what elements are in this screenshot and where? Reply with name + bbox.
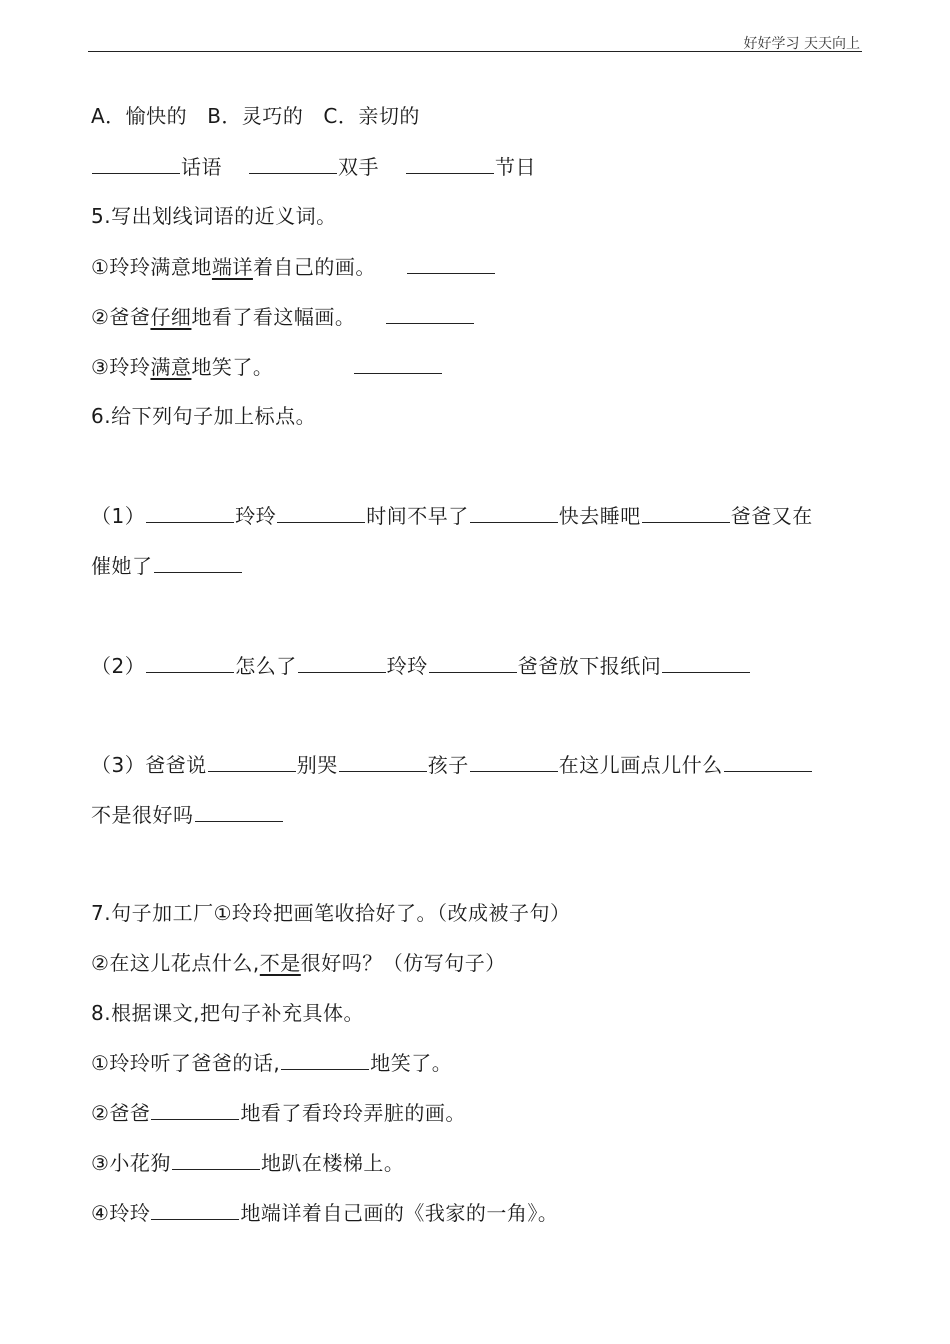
underlined-word: 端详 — [211, 255, 253, 279]
answer-blank[interactable] — [281, 1049, 369, 1070]
underlined-word: 满意 — [150, 355, 192, 379]
option-c: C．亲切的 — [323, 104, 420, 128]
answer-blank[interactable] — [195, 801, 283, 822]
answer-blank[interactable] — [92, 153, 180, 174]
q8-item: ②爸爸 地看了看玲玲弄脏的画。 — [91, 1101, 466, 1125]
answer-blank[interactable] — [298, 652, 386, 673]
answer-blank[interactable] — [339, 751, 427, 772]
q5-title: 5.写出划线词语的近义词。 — [91, 204, 337, 228]
answer-blank[interactable] — [146, 652, 234, 673]
q4-fill-line — [91, 153, 536, 180]
q6-sentence-3-cont: 不是很好吗 — [91, 801, 284, 828]
q4-options — [91, 103, 420, 129]
answer-blank[interactable] — [407, 253, 495, 274]
fill-word: 话语 — [181, 155, 222, 179]
q7-line-1: 7.句子加工厂①玲玲把画笔收拾好了。（改成被子句） — [91, 901, 571, 925]
answer-blank[interactable] — [470, 751, 558, 772]
q5-item: ②爸爸仔细地看了看这幅画。 — [91, 303, 475, 330]
answer-blank[interactable] — [249, 153, 337, 174]
option-b: B．灵巧的 — [207, 104, 304, 128]
q6-sentence-1: （1） 玲玲 时间不早了 快去睡吧 爸爸又在 — [91, 504, 813, 528]
underlined-word: 仔细 — [150, 305, 192, 329]
q8-item: ①玲玲听了爸爸的话, 地笑了。 — [91, 1051, 453, 1075]
answer-blank[interactable] — [470, 502, 558, 523]
answer-blank[interactable] — [386, 303, 474, 324]
header-divider — [88, 51, 862, 52]
option-a: A．愉快的 — [91, 104, 188, 128]
q8-item: ③小花狗 地趴在楼梯上。 — [91, 1151, 405, 1175]
answer-blank[interactable] — [354, 353, 442, 374]
fill-word: 节日 — [495, 155, 536, 179]
answer-blank[interactable] — [154, 552, 242, 573]
q5-item: ③玲玲满意地笑了。 — [91, 353, 443, 380]
q8-item: ④玲玲 地端详着自己画的《我家的一角》。 — [91, 1201, 559, 1225]
answer-blank[interactable] — [406, 153, 494, 174]
answer-blank[interactable] — [151, 1099, 239, 1120]
page-header: 好好学习 天天向上 — [743, 36, 860, 52]
q5-item: ①玲玲满意地端详着自己的画。 — [91, 253, 496, 280]
q6-title: 6.给下列句子加上标点。 — [91, 404, 317, 428]
answer-blank[interactable] — [429, 652, 517, 673]
answer-blank[interactable] — [146, 502, 234, 523]
q6-sentence-1-cont: 催她了 — [91, 552, 243, 579]
underlined-word: 不是 — [259, 951, 301, 975]
fill-word: 双手 — [338, 155, 379, 179]
q6-sentence-3: （3）爸爸说 别哭 孩子 在这儿画点儿什么 — [91, 751, 813, 778]
answer-blank[interactable] — [208, 751, 296, 772]
answer-blank[interactable] — [277, 502, 365, 523]
q8-title: 8.根据课文,把句子补充具体。 — [91, 1001, 364, 1025]
answer-blank[interactable] — [662, 652, 750, 673]
answer-blank[interactable] — [151, 1199, 239, 1220]
q7-line-2: ②在这儿花点什么,不是很好吗？（仿写句子） — [91, 951, 506, 975]
q6-sentence-2: （2） 怎么了 玲玲 爸爸放下报纸问 — [91, 652, 751, 679]
answer-blank[interactable] — [172, 1149, 260, 1170]
answer-blank[interactable] — [642, 502, 730, 523]
answer-blank[interactable] — [724, 751, 812, 772]
